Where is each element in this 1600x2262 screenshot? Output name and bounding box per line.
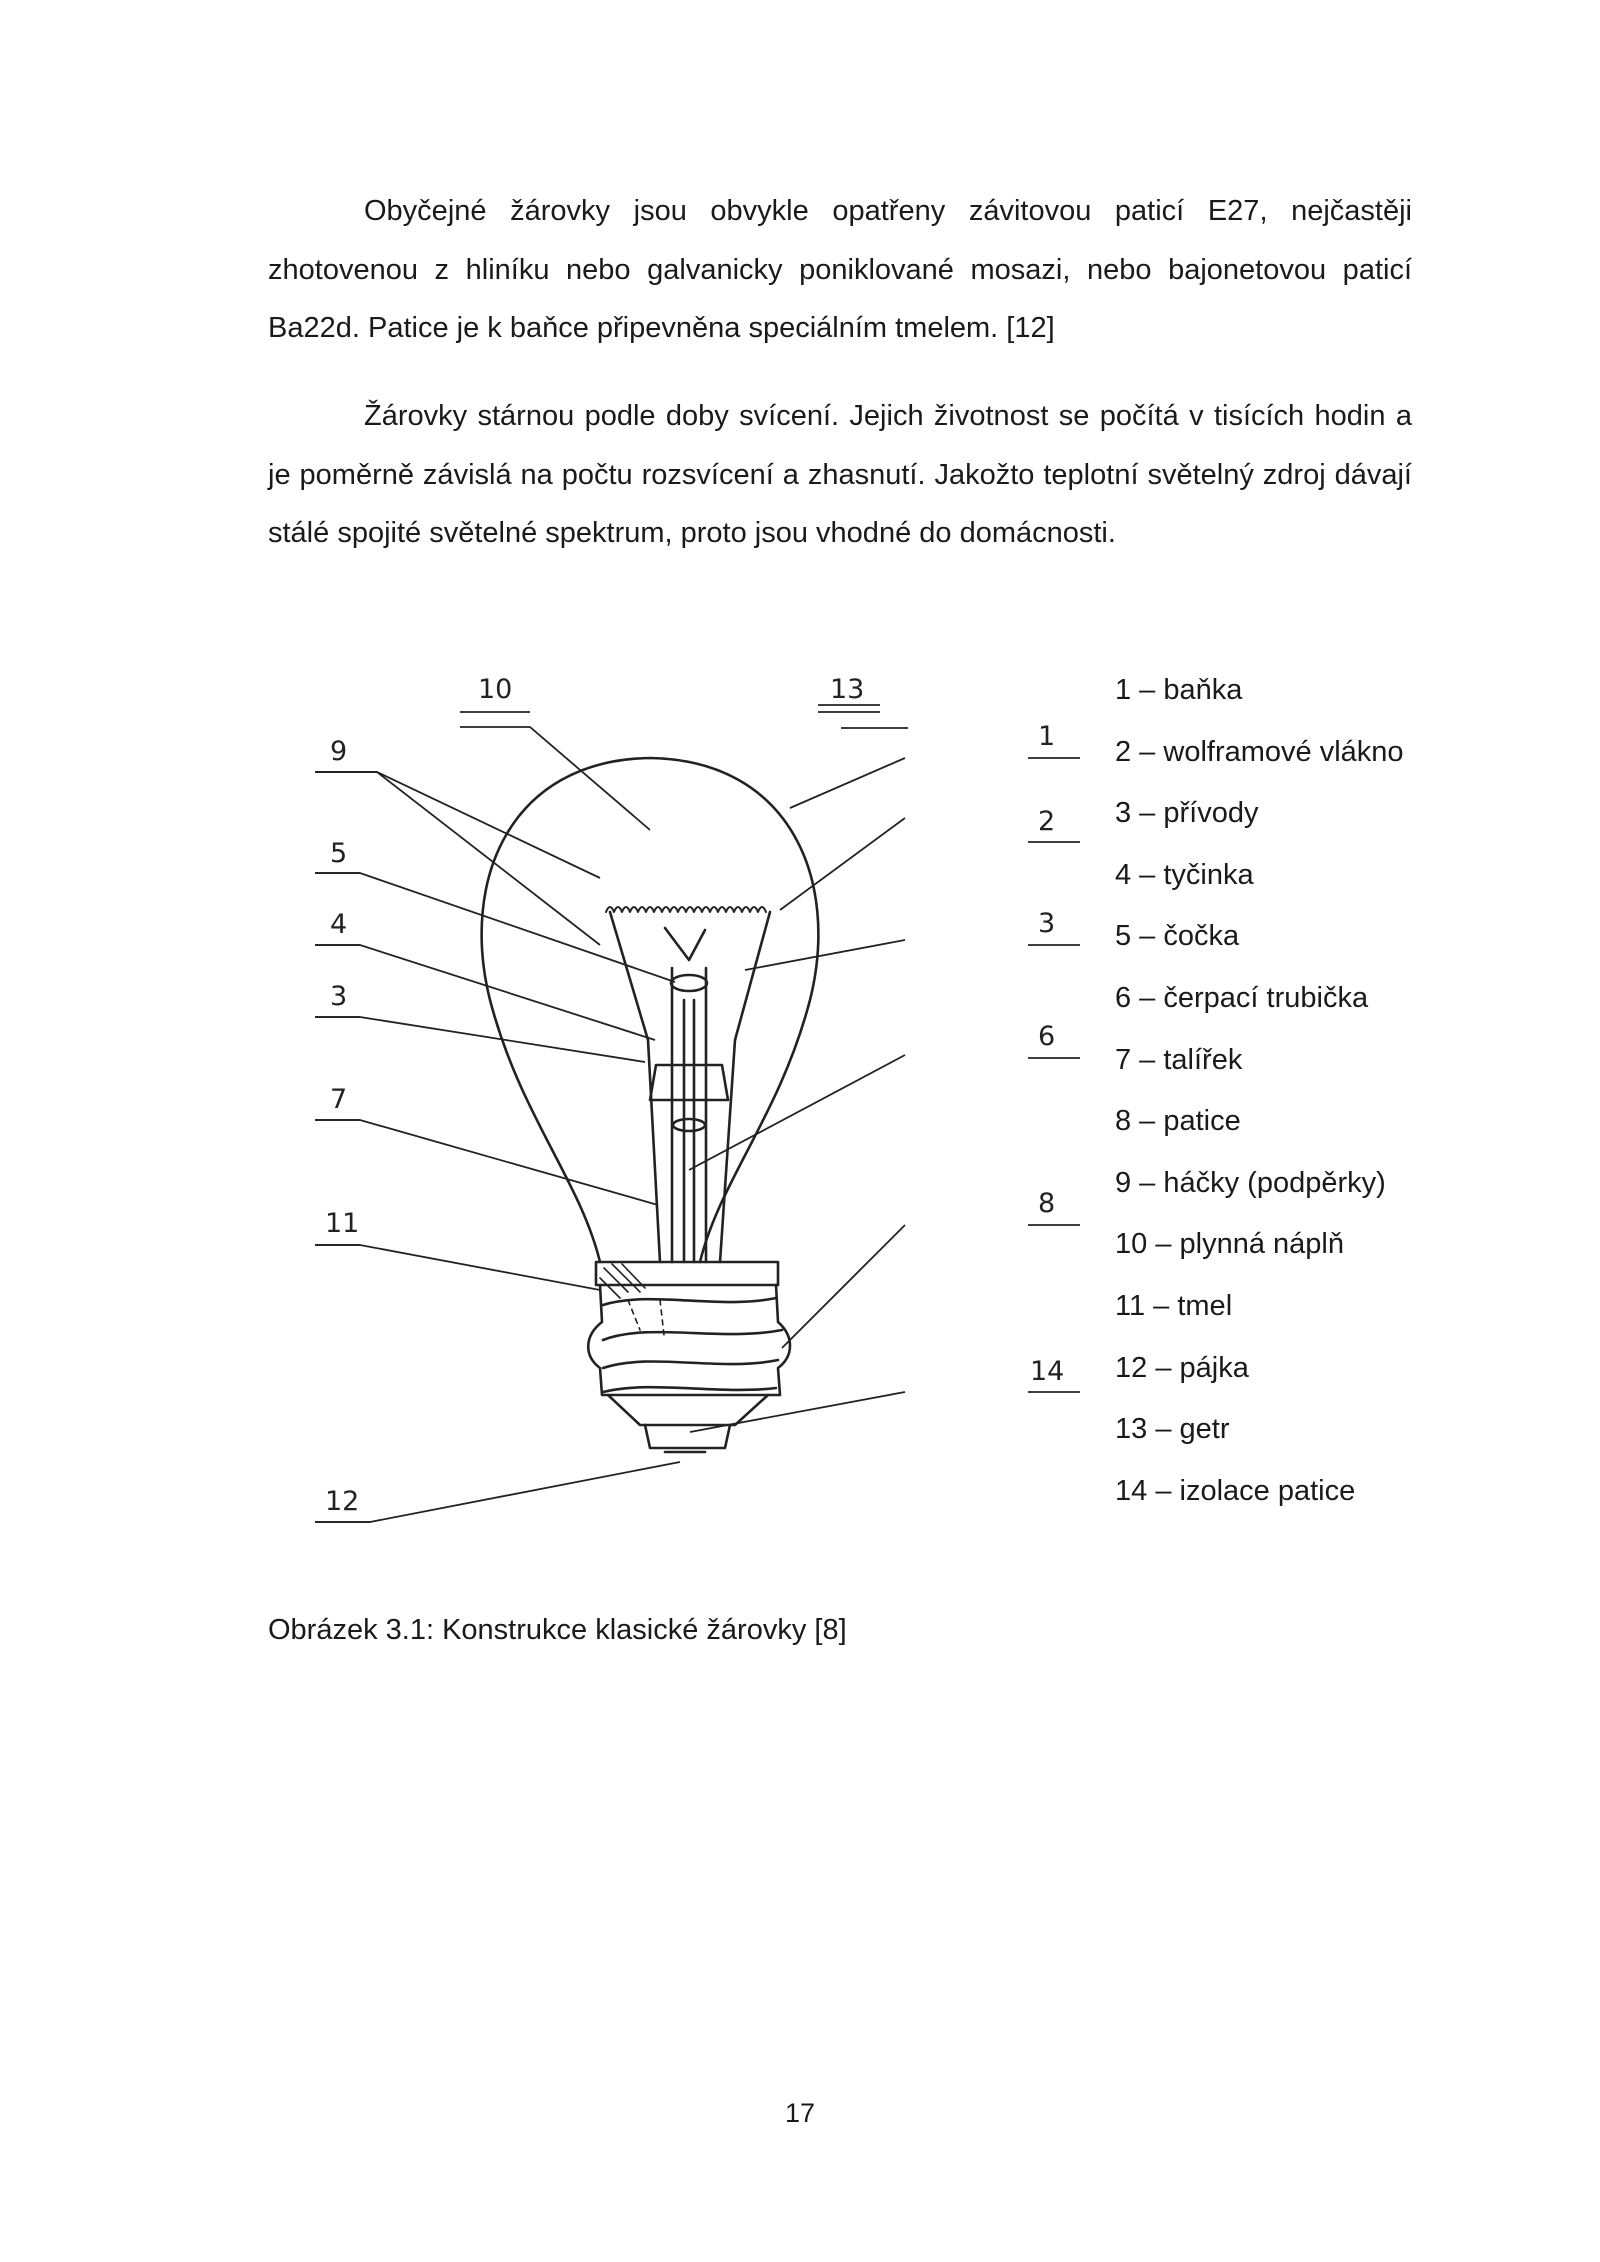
legend-item: 14 – izolace patice bbox=[1115, 1474, 1356, 1507]
callout-13: 13 bbox=[830, 674, 865, 705]
legend-item: 13 – getr bbox=[1115, 1413, 1230, 1446]
callout-3-right: 3 bbox=[1038, 908, 1056, 939]
callout-3-left: 3 bbox=[330, 981, 348, 1012]
stem-button bbox=[671, 975, 707, 991]
legend-item: 3 – přívody bbox=[1115, 797, 1259, 830]
legend-item: 12 – pájka bbox=[1115, 1351, 1249, 1384]
legend-item: 6 – čerpací trubička bbox=[1115, 981, 1369, 1014]
paragraph-1: Obyčejné žárovky jsou obvykle opatřeny závitovou paticí E27, nejčastěji zhotovenou z hliníku nebo galvanicky poniklované mosazi, nebo bajonetovou paticí Ba22d. Patice je k baňce připevněna speciálním tmelem. [12] bbox=[268, 195, 1412, 344]
legend-item: 9 – háčky (podpěrky) bbox=[1115, 1166, 1386, 1199]
filament bbox=[606, 907, 766, 912]
callout-2: 2 bbox=[1038, 806, 1056, 837]
cement-hatch bbox=[600, 1264, 645, 1298]
legend-item: 8 – patice bbox=[1115, 1105, 1241, 1138]
base-contact bbox=[645, 1425, 730, 1448]
callout-1: 1 bbox=[1038, 721, 1056, 752]
callout-8: 8 bbox=[1038, 1188, 1056, 1219]
figure-caption: Obrázek 3.1: Konstrukce klasické žárovky [8] bbox=[268, 1614, 847, 1646]
callout-10: 10 bbox=[478, 674, 513, 705]
page-number: 17 bbox=[784, 2098, 816, 2128]
callout-6: 6 bbox=[1038, 1021, 1056, 1052]
base-insulation bbox=[608, 1395, 768, 1425]
legend-item: 10 – plynná náplň bbox=[1115, 1228, 1344, 1261]
bulb-envelope bbox=[482, 758, 819, 1262]
paragraph-2: Žárovky stárnou podle doby svícení. Jejich životnost se počítá v tisících hodin a je poměrně závislá na počtu rozsvícení a zhasnutí. Jakožto teplotní světelný zdroj dávají stálé spojité světelné spektrum, proto jsou vhodné do domácnosti. bbox=[268, 400, 1412, 549]
lead-wires bbox=[610, 912, 770, 1262]
figure-legend bbox=[1115, 660, 1404, 1522]
legend-item: 2 – wolframové vlákno bbox=[1115, 735, 1404, 768]
callout-5: 5 bbox=[330, 838, 348, 869]
legend-item: 5 – čočka bbox=[1115, 920, 1240, 953]
callout-12: 12 bbox=[325, 1486, 360, 1517]
callout-14: 14 bbox=[1030, 1356, 1065, 1387]
flare-disc bbox=[650, 1065, 728, 1100]
callout-9: 9 bbox=[330, 736, 348, 767]
stem bbox=[672, 968, 706, 1262]
support-hooks bbox=[665, 928, 705, 960]
legend-item: 7 – talířek bbox=[1115, 1043, 1243, 1076]
callout-11: 11 bbox=[325, 1208, 360, 1239]
legend-item: 1 – baňka bbox=[1115, 674, 1243, 706]
callout-4: 4 bbox=[330, 909, 348, 940]
callout-7: 7 bbox=[330, 1084, 348, 1115]
legend-item: 11 – tmel bbox=[1115, 1289, 1233, 1322]
light-bulb-diagram bbox=[300, 660, 1100, 1560]
legend-item: 4 – tyčinka bbox=[1115, 858, 1254, 891]
